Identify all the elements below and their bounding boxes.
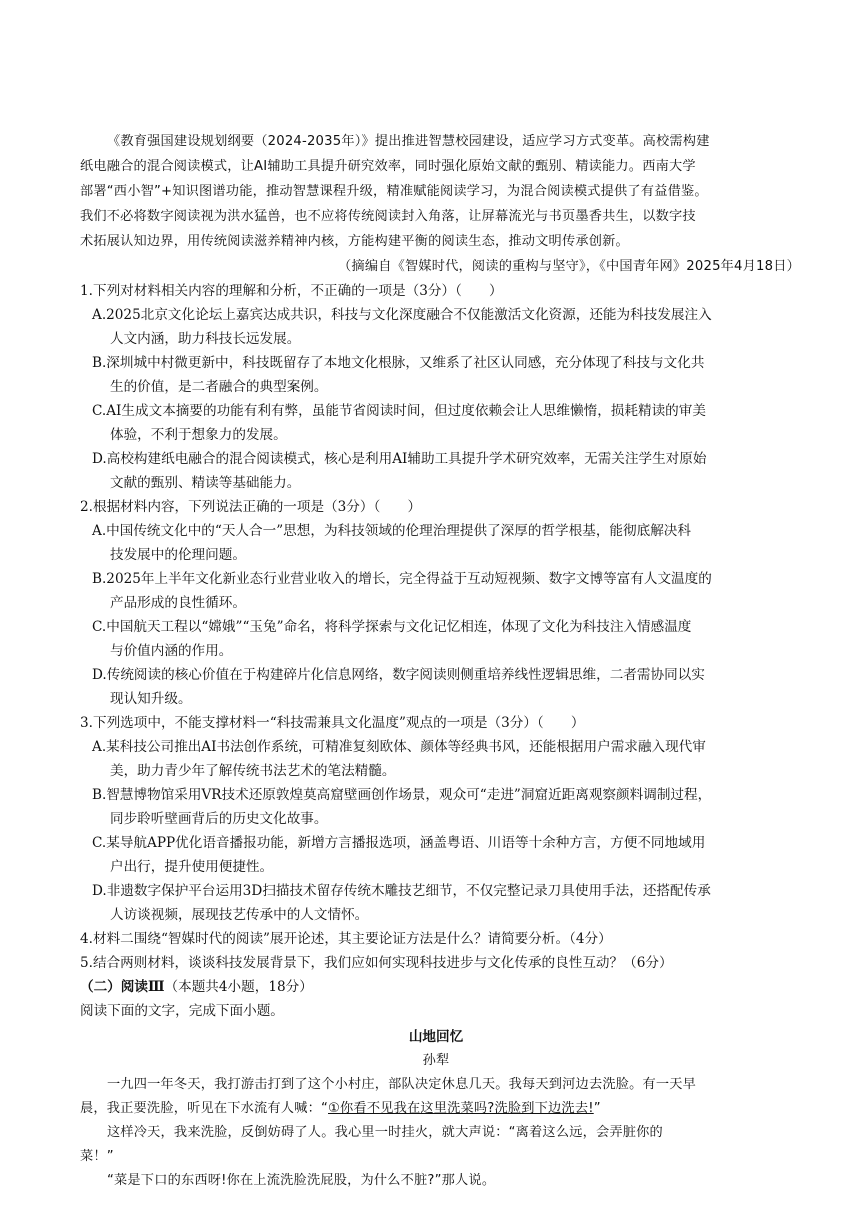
q3-option-c-cont: 户出行，提升使用便捷性。 [110, 859, 274, 875]
q1-option-c: C.AI生成文本摘要的功能有利有弊，虽能节省阅读时间，但过度依赖会让人思维懒惰，损耗精读的审美 [92, 403, 706, 419]
q2-option-a: A.中国传统文化中的“天人合一”思想，为科技领域的伦理治理提供了深厚的哲学根基，能彻底解决科 [92, 523, 691, 539]
story-text: ” [593, 1101, 601, 1116]
passage-line: 我们不必将数字阅读视为洪水猛兽，也不应将传统阅读封入角落，让屏幕流光与书页墨香共生，以数字技 [80, 209, 696, 224]
story-paragraph-line: 菜！” [80, 1149, 114, 1164]
underlined-sentence-1: ①你看不见我在这里洗菜吗?洗脸到下边洗去! [328, 1101, 594, 1116]
passage-line: 术拓展认知边界，用传统阅读滋养精神内核，方能构建平衡的阅读生态，推动文明传承创新。 [80, 234, 629, 249]
section-note: （本题共4小题，18分） [164, 979, 313, 995]
q1-option-d: D.高校构建纸电融合的混合阅读模式，核心是利用AI辅助工具提升学术研究效率，无需关注学生对原始 [92, 451, 707, 467]
q1-option-b: B.深圳城中村微更新中，科技既留存了本地文化根脉，又维系了社区认同感，充分体现了科技与文化共 [92, 355, 705, 371]
q1-option-a: A.2025北京文化论坛上嘉宾达成共识，科技与文化深度融合不仅能激活文化资源，还能为科技发展注入 [92, 307, 712, 323]
q3-option-d: D.非遗数字保护平台运用3D扫描技术留存传统木雕技艺细节，不仅完整记录刀具使用手法，还搭配传承 [92, 883, 711, 899]
question-3-stem: 3.下列选项中，不能支撑材料一“科技需兼具文化温度”观点的一项是（3分）（ ） [80, 715, 585, 731]
story-paragraph-line: 一九四一年冬天，我打游击打到了这个小村庄，部队决定休息几天。我每天到河边去洗脸。有一天早 [107, 1077, 697, 1092]
section-heading [80, 975, 792, 999]
story-text: 晨，我正要洗脸，听见在下水流有人喊：“ [80, 1101, 329, 1116]
q3-option-a: A.某科技公司推出AI书法创作系统，可精准复刻欧体、颜体等经典书风，还能根据用户需求融入现代审 [92, 739, 706, 755]
q2-option-c: C.中国航天工程以“嫦娥”“玉兔”命名，将科学探索与文化记忆相连，体现了文化为科技注入情感温度 [92, 619, 692, 635]
q2-option-d-cont: 现认知升级。 [110, 691, 192, 707]
question-2-stem: 2.根据材料内容，下列说法正确的一项是（3分）（ ） [80, 499, 422, 515]
q2-option-b: B.2025年上半年文化新业态行业营业收入的增长，完全得益于互动短视频、数字文博等富有人文温度的 [92, 571, 712, 587]
q3-option-d-cont: 人访谈视频，展现技艺传承中的人文情怀。 [110, 907, 369, 923]
section-instruction: 阅读下面的文字，完成下面小题。 [80, 1003, 284, 1019]
q2-option-a-cont: 技发展中的伦理问题。 [110, 547, 246, 563]
passage-source: （摘编自《智媒时代，阅读的重构与坚守》，《中国青年网》2025年4月18日） [338, 259, 800, 274]
question-1-stem: 1.下列对材料相关内容的理解和分析，不正确的一项是（3分）（ ） [80, 283, 503, 299]
q3-option-b-cont: 同步聆听壁画背后的历史文化故事。 [110, 811, 328, 827]
story-paragraph-line [80, 1097, 792, 1121]
q1-option-d-cont: 文献的甄别、精读等基础能力。 [110, 475, 301, 491]
passage-line: 纸电融合的混合阅读模式，让AI辅助工具提升研究效率，同时强化原始文献的甄别、精读能力。西南大学 [80, 159, 696, 174]
passage-line: 《教育强国建设规划纲要（2024-2035年）》提出推进智慧校园建设，适应学习方式变革。高校需构建 [107, 134, 710, 149]
story-author: 孙犁 [422, 1053, 450, 1068]
q1-option-c-cont: 体验，不利于想象力的发展。 [110, 427, 287, 443]
section-title: （二）阅读Ⅲ [80, 979, 165, 995]
question-4: 4.材料二围绕“智媒时代的阅读”展开论述，其主要论证方法是什么？请简要分析。（4分） [80, 931, 612, 947]
story-paragraph-line: “菜是下口的东西呀!你在上流洗脸洗屁股，为什么不脏?”那人说。 [107, 1173, 496, 1188]
passage-line: 部署“西小智”+知识图谱功能，推动智慧课程升级，精准赋能阅读学习，为混合阅读模式提供了有益借鉴。 [80, 184, 708, 199]
question-5: 5.结合两则材料，谈谈科技发展背景下，我们应如何实现科技进步与文化传承的良性互动？（6分） [80, 955, 673, 971]
story-title: 山地回忆 [408, 1029, 464, 1045]
q1-option-b-cont: 生的价值，是二者融合的典型案例。 [110, 379, 328, 395]
q2-option-d: D.传统阅读的核心价值在于构建碎片化信息网络，数字阅读则侧重培养线性逻辑思维，二者需协同以实 [92, 667, 705, 683]
q1-option-a-cont: 人文内涵，助力科技长远发展。 [110, 331, 301, 347]
q3-option-c: C.某导航APP优化语音播报功能，新增方言播报选项，涵盖粤语、川语等十余种方言，方便不同地域用 [92, 835, 706, 851]
q2-option-b-cont: 产品形成的良性循环。 [110, 595, 246, 611]
q3-option-b: B.智慧博物馆采用VR技术还原敦煌莫高窟壁画创作场景，观众可“走进”洞窟近距离观察颜料调制过程， [92, 787, 712, 803]
q3-option-a-cont: 美，助力青少年了解传统书法艺术的笔法精髓。 [110, 763, 396, 779]
story-paragraph-line: 这样冷天，我来洗脸，反倒妨碍了人。我心里一时挂火，就大声说：“离着这么远，会弄脏你的 [107, 1125, 663, 1140]
q2-option-c-cont: 与价值内涵的作用。 [110, 643, 233, 659]
